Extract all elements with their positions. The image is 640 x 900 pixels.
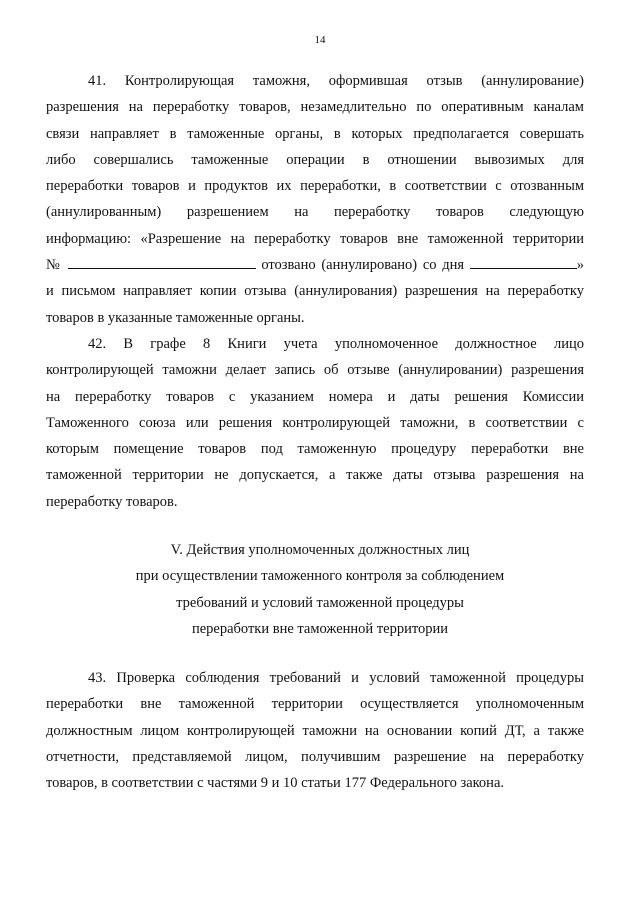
page-number: 14 (314, 34, 326, 46)
paragraph-line: должностным лицом контролирующей таможни на основании копий ДТ, а также (46, 722, 584, 739)
paragraph-line: товаров, в соответствии с частями 9 и 10 статьи 177 Федерального закона. (46, 775, 505, 792)
heading-line: V. Действия уполномоченных должностных лиц (170, 542, 470, 558)
paragraph-line: переработки вне таможенной территории осуществляется уполномоченным (46, 696, 584, 713)
paragraph-41 (46, 68, 584, 331)
paragraph-line: товаров в указанные таможенные органы. (46, 309, 305, 326)
paragraph-line: переработки товаров и продуктов их переработки, в соответствии с отозванным (46, 178, 584, 195)
closing-quote: » (576, 257, 584, 274)
section-heading (0, 537, 640, 642)
paragraph-line: (аннулированным) разрешением на переработку товаров следующую (46, 204, 584, 221)
number-sign: № (46, 257, 62, 274)
date-blank (470, 254, 577, 269)
heading-line: переработки вне таможенной территории (191, 620, 449, 637)
paragraph-line: Таможенного союза или решения контролирующей таможни, в соответствии с (46, 414, 584, 431)
paragraph-line: связи направляет в таможенные органы, в которых предполагается совершать (46, 125, 584, 142)
form-line (46, 252, 584, 278)
paragraph-line: на переработку товаров с указанием номера и даты решения Комиссии (46, 388, 584, 405)
permit-number-blank (68, 254, 256, 269)
paragraph-line: отчетности, представляемой лицом, получившим разрешение на переработку (46, 748, 584, 765)
heading-line: при осуществлении таможенного контроля за соблюдением (135, 568, 505, 585)
form-mid-text: отозвано (аннулировано) со дня (261, 257, 465, 274)
heading-line: требований и условий таможенной процедуры (176, 594, 464, 611)
paragraph-line: разрешения на переработку товаров, незамедлительно по оперативным каналам (46, 99, 584, 116)
paragraph-line: контролирующей таможни делает запись об отзыве (аннулировании) разрешения (46, 362, 584, 379)
paragraph-line: 41. Контролирующая таможня, оформившая отзыв (аннулирование) (88, 73, 584, 89)
paragraph-42 (46, 331, 584, 515)
paragraph-line: переработку товаров. (46, 493, 178, 510)
paragraph-43 (46, 665, 584, 796)
paragraph-line: либо совершались таможенные операции в отношении вывозимых для (46, 151, 584, 168)
paragraph-line: информацию: «Разрешение на переработку товаров вне таможенной территории (46, 230, 584, 247)
paragraph-line: и письмом направляет копии отзыва (аннулирования) разрешения на переработку (46, 283, 584, 300)
paragraph-line: 43. Проверка соблюдения требований и условий таможенной процедуры (88, 670, 584, 686)
paragraph-line: которым помещение товаров под таможенную процедуру переработки вне (46, 441, 584, 458)
paragraph-line: 42. В графе 8 Книги учета уполномоченное должностное лицо (88, 336, 584, 352)
paragraph-line: таможенной территории не допускается, а также даты отзыва разрешения на (46, 467, 584, 484)
